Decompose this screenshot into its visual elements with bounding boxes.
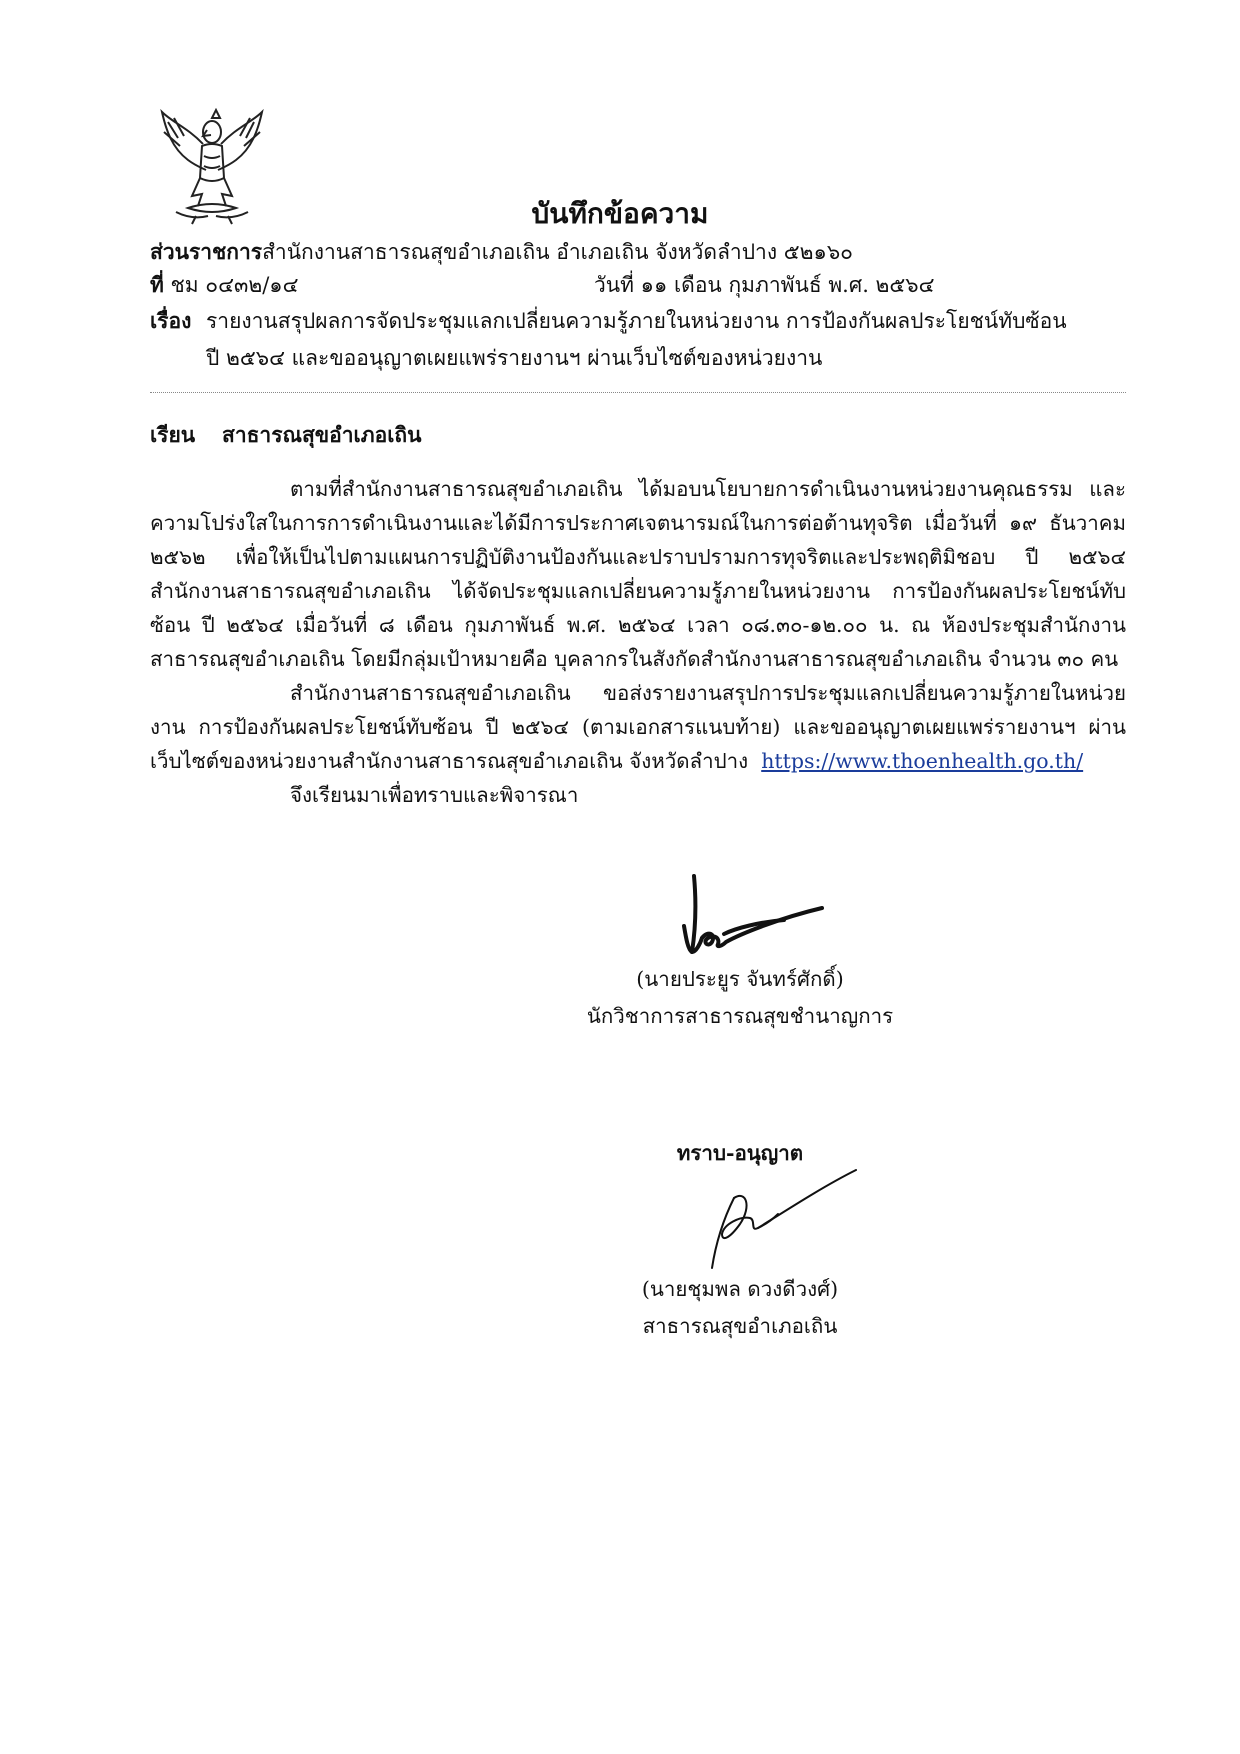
memo-date: วันที่ ๑๑ เดือน กุมภาพันธ์ พ.ศ. ๒๕๖๔ [594, 273, 935, 297]
header-divider [150, 392, 1126, 393]
agency-value: สำนักงานสาธารณสุขอำเภอเถิน อำเภอเถิน จังหวัดลำปาง ๕๒๑๖๐ [262, 240, 853, 264]
subject-label: เรื่อง [150, 308, 192, 333]
body-paragraph-1: ตามที่สำนักงานสาธารณสุขอำเภอเถิน ได้มอบนโยบายการดำเนินงานหน่วยงานคุณธรรม และความโปร่งใสในการการดำเนินงานและได้มีการประกาศเจตนารมณ์ในการต่อต้านทุจริต เมื่อวันที่ ๑๙ ธันวาคม ๒๕๖๒ เพื่อให้เป็นไปตามแผนการปฏิบัติงานป้องกันและปราบปรามการทุจริตและประพฤติมิชอบ ปี ๒๕๖๔ สำนักงานสาธารณสุขอำเภอเถิน ได้จัดประชุมแลกเปลี่ยนความรู้ภายในหน่วยงาน การป้องกันผลประโยชน์ทับซ้อน ปี ๒๕๖๔ เมื่อวันที่ ๘ เดือน กุมภาพันธ์ พ.ศ. ๒๕๖๔ เวลา ๐๘.๓๐-๑๒.๐๐ น. ณ ห้องประชุมสำนักงานสาธารณสุขอำเภอเถิน โดยมีกลุ่มเป้าหมายคือ บุคลากรในสังกัดสำนักงานสาธารณสุขอำเภอเถิน จำนวน ๓๐ คน [150, 477, 1126, 671]
memo-title: บันทึกข้อความ [531, 197, 709, 230]
ref-value: ชม ๐๔๓๒/๑๔ [170, 273, 299, 297]
to-label: เรียน [150, 422, 196, 447]
ref-label: ที่ [150, 272, 164, 297]
subject-line-1: รายงานสรุปผลการจัดประชุมแลกเปลี่ยนความรู้ภายในหน่วยงาน การป้องกันผลประโยชน์ทับซ้อน [206, 309, 1067, 333]
subject-line-2: ปี ๒๕๖๔ และขออนุญาตเผยแพร่รายงานฯ ผ่านเว็บไซต์ของหน่วยงาน [206, 346, 823, 370]
approval-label: ทราบ-อนุญาต [676, 1141, 804, 1165]
agency-line [150, 237, 853, 267]
website-link[interactable]: https://www.thoenhealth.go.th/ [761, 749, 1084, 773]
ref-line [150, 270, 299, 300]
signatory-name: (นายประยูร จันทร์ศักดิ์) [636, 967, 844, 991]
signatory-position: นักวิชาการสาธารณสุขชำนาญการ [586, 1004, 894, 1028]
approver-position: สาธารณสุขอำเภอเถิน [642, 1314, 838, 1338]
agency-label: ส่วนราชการ [150, 239, 263, 264]
to-value: สาธารณสุขอำเภอเถิน [222, 422, 422, 447]
body-paragraph-2-text: สำนักงานสาธารณสุขอำเภอเถิน ขอส่งรายงานสรุปการประชุมแลกเปลี่ยนความรู้ภายในหน่วยงาน การป้องกันผลประโยชน์ทับซ้อน ปี ๒๕๖๔ (ตามเอกสารแนบท้าย) และขออนุญาตเผยแพร่รายงานฯ ผ่านเว็บไซต์ของหน่วยงานสำนักงานสาธารณสุขอำเภอเถิน จังหวัดลำปาง [150, 681, 1126, 773]
signature-2-icon [700, 1168, 860, 1278]
closing-line: จึงเรียนมาเพื่อทราบและพิจารณา [290, 783, 579, 807]
signature-1-icon [680, 868, 830, 958]
approver-name: (นายชุมพล ดวงดีวงศ์) [641, 1277, 839, 1301]
body-paragraph-2 [150, 676, 1126, 778]
memo-body [150, 472, 1126, 812]
